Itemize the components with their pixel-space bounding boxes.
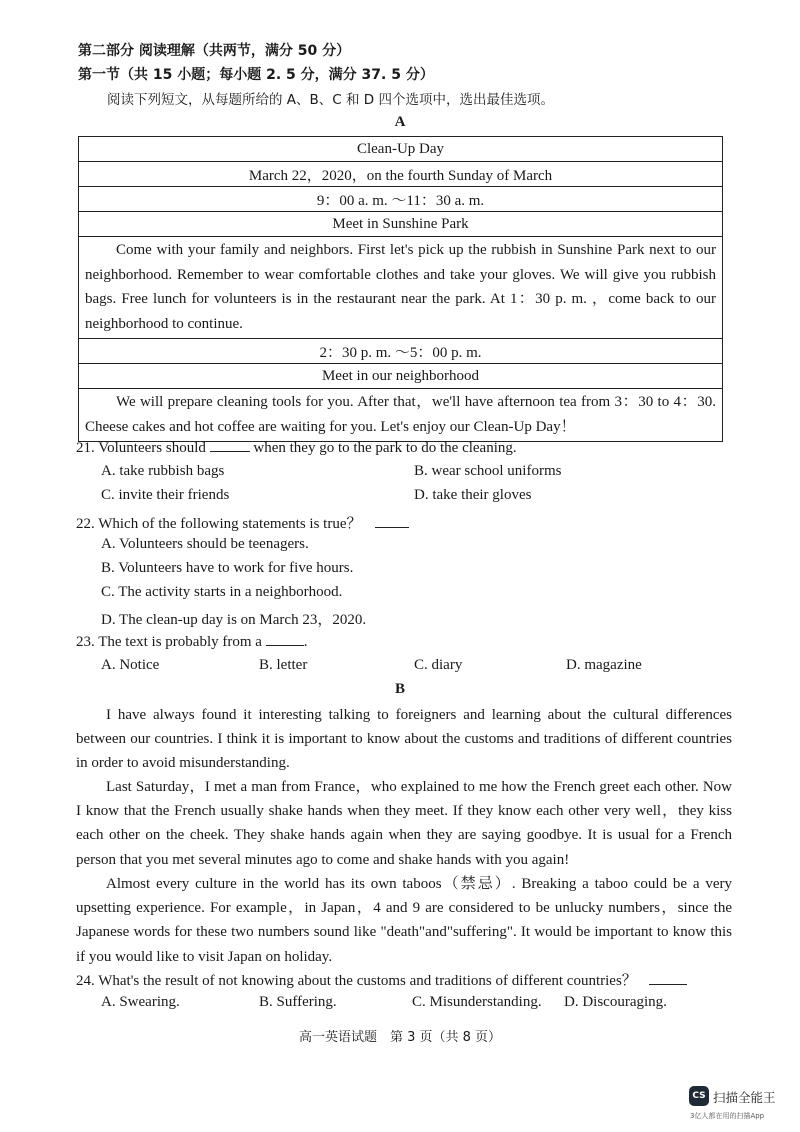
question-21-stem-start: 21. Volunteers should [76,440,206,456]
option-24-d: D. Discouraging. [564,994,667,1010]
passage-a-letter: A [394,114,406,130]
notice-date: March 22，2020，on the fourth Sunday of March [79,162,723,187]
scanner-app-tagline: 3亿人都在用的扫描App [690,1112,765,1120]
notice-morning-time: 9：00 a. m. ～11：30 a. m. [79,187,723,212]
question-22-stem: 22. Which of the following statements is true？ [76,516,362,532]
notice-afternoon-details: We will prepare cleaning tools for you. After that，we'll have afternoon tea from 3：30 to 4：30. Cheese cakes and hot coffee are waiting for you. Let's enjoy our Clean-Up Day！ [79,389,723,442]
passage-b-paragraph-1: I have always found it interesting talking to foreigners and learning about the cultural differences between our countries. I think it is important to know about the customs and traditions of different countries in order to avoid misunderstanding. [76,707,732,772]
passage-b-paragraph-2: Last Saturday，I met a man from France，who explained to me how the French greet each other. Now I know that the French usually shake hands when they meet. If they know each other very well，they kiss each other on the cheek. They shake hands again when they are saying goodbye. It is usual for a French person that you met several minutes ago to come and shake hands with you again! [76,779,732,868]
passage-b-letter: B [394,681,405,697]
notice-morning-details: Come with your family and neighbors. First let's pick up the rubbish in Sunshine Park next to our neighborhood. Remember to wear comfortable clothes and take your gloves. We will give you rubbish bags. Free lunch for volunteers is in the restaurant near the park. At 1：30 p. m. ，come back to our neighborhood to continue. [79,237,723,339]
option-24-a: A. Swearing. [101,994,180,1010]
option-21-c: C. invite their friends [101,487,230,503]
camscanner-logo-icon: CS [689,1086,709,1106]
question-23-stem: 23. The text is probably from a [76,634,262,650]
passage-b-paragraph-3: Almost every culture in the world has its own taboos（禁忌）. Breaking a taboo could be a very upsetting experience. For example，in Japan，4 and 9 are considered to be unlucky numbers，since the Japanese words for these two numbers sound like "death"and"suffering". It would be important to know this if you would like to visit Japan on holiday. [76,876,732,965]
option-21-b: B. wear school uniforms [414,463,562,479]
question-22 [76,512,409,533]
option-22-b: B. Volunteers have to work for five hours. [101,560,354,576]
option-24-b: B. Suffering. [259,994,337,1010]
answer-blank [649,972,687,985]
scanner-app-name: 扫描全能王 [713,1090,776,1105]
question-21-stem-end: when they go to the park to do the cleaning. [253,440,517,456]
option-23-d: D. magazine [566,657,642,673]
answer-blank [266,633,304,646]
option-22-d: D. The clean-up day is on March 23，2020. [101,612,367,628]
question-21 [76,439,517,457]
question-23 [76,633,307,651]
part-heading: 第二部分 阅读理解（共两节，满分 50 分） [78,43,351,59]
notice-table [78,136,723,442]
question-24-stem: 24. What's the result of not knowing about the customs and traditions of different countries？ [76,973,637,989]
option-24-c: C. Misunderstanding. [412,994,542,1010]
option-23-a: A. Notice [101,657,160,673]
option-22-c: C. The activity starts in a neighborhood. [101,584,343,600]
answer-blank [210,439,250,452]
notice-morning-place: Meet in Sunshine Park [79,212,723,237]
question-23-stem-end: . [303,634,308,650]
instructions: 阅读下列短文，从每题所给的 A、B、C 和 D 四个选项中，选出最佳选项。 [107,92,554,108]
option-21-d: D. take their gloves [414,487,532,503]
notice-title: Clean-Up Day [79,137,723,162]
section-heading: 第一节（共 15 小题；每小题 2. 5 分，满分 37. 5 分） [78,67,434,83]
option-23-c: C. diary [414,657,463,673]
notice-afternoon-place: Meet in our neighborhood [79,364,723,389]
page-footer: 高一英语试题 第 3 页（共 8 页） [298,1030,502,1045]
question-24 [76,969,687,990]
option-23-b: B. letter [259,657,308,673]
option-22-a: A. Volunteers should be teenagers. [101,536,309,552]
answer-blank [375,515,409,528]
option-21-a: A. take rubbish bags [101,463,225,479]
notice-afternoon-time: 2：30 p. m. ～5：00 p. m. [79,339,723,364]
